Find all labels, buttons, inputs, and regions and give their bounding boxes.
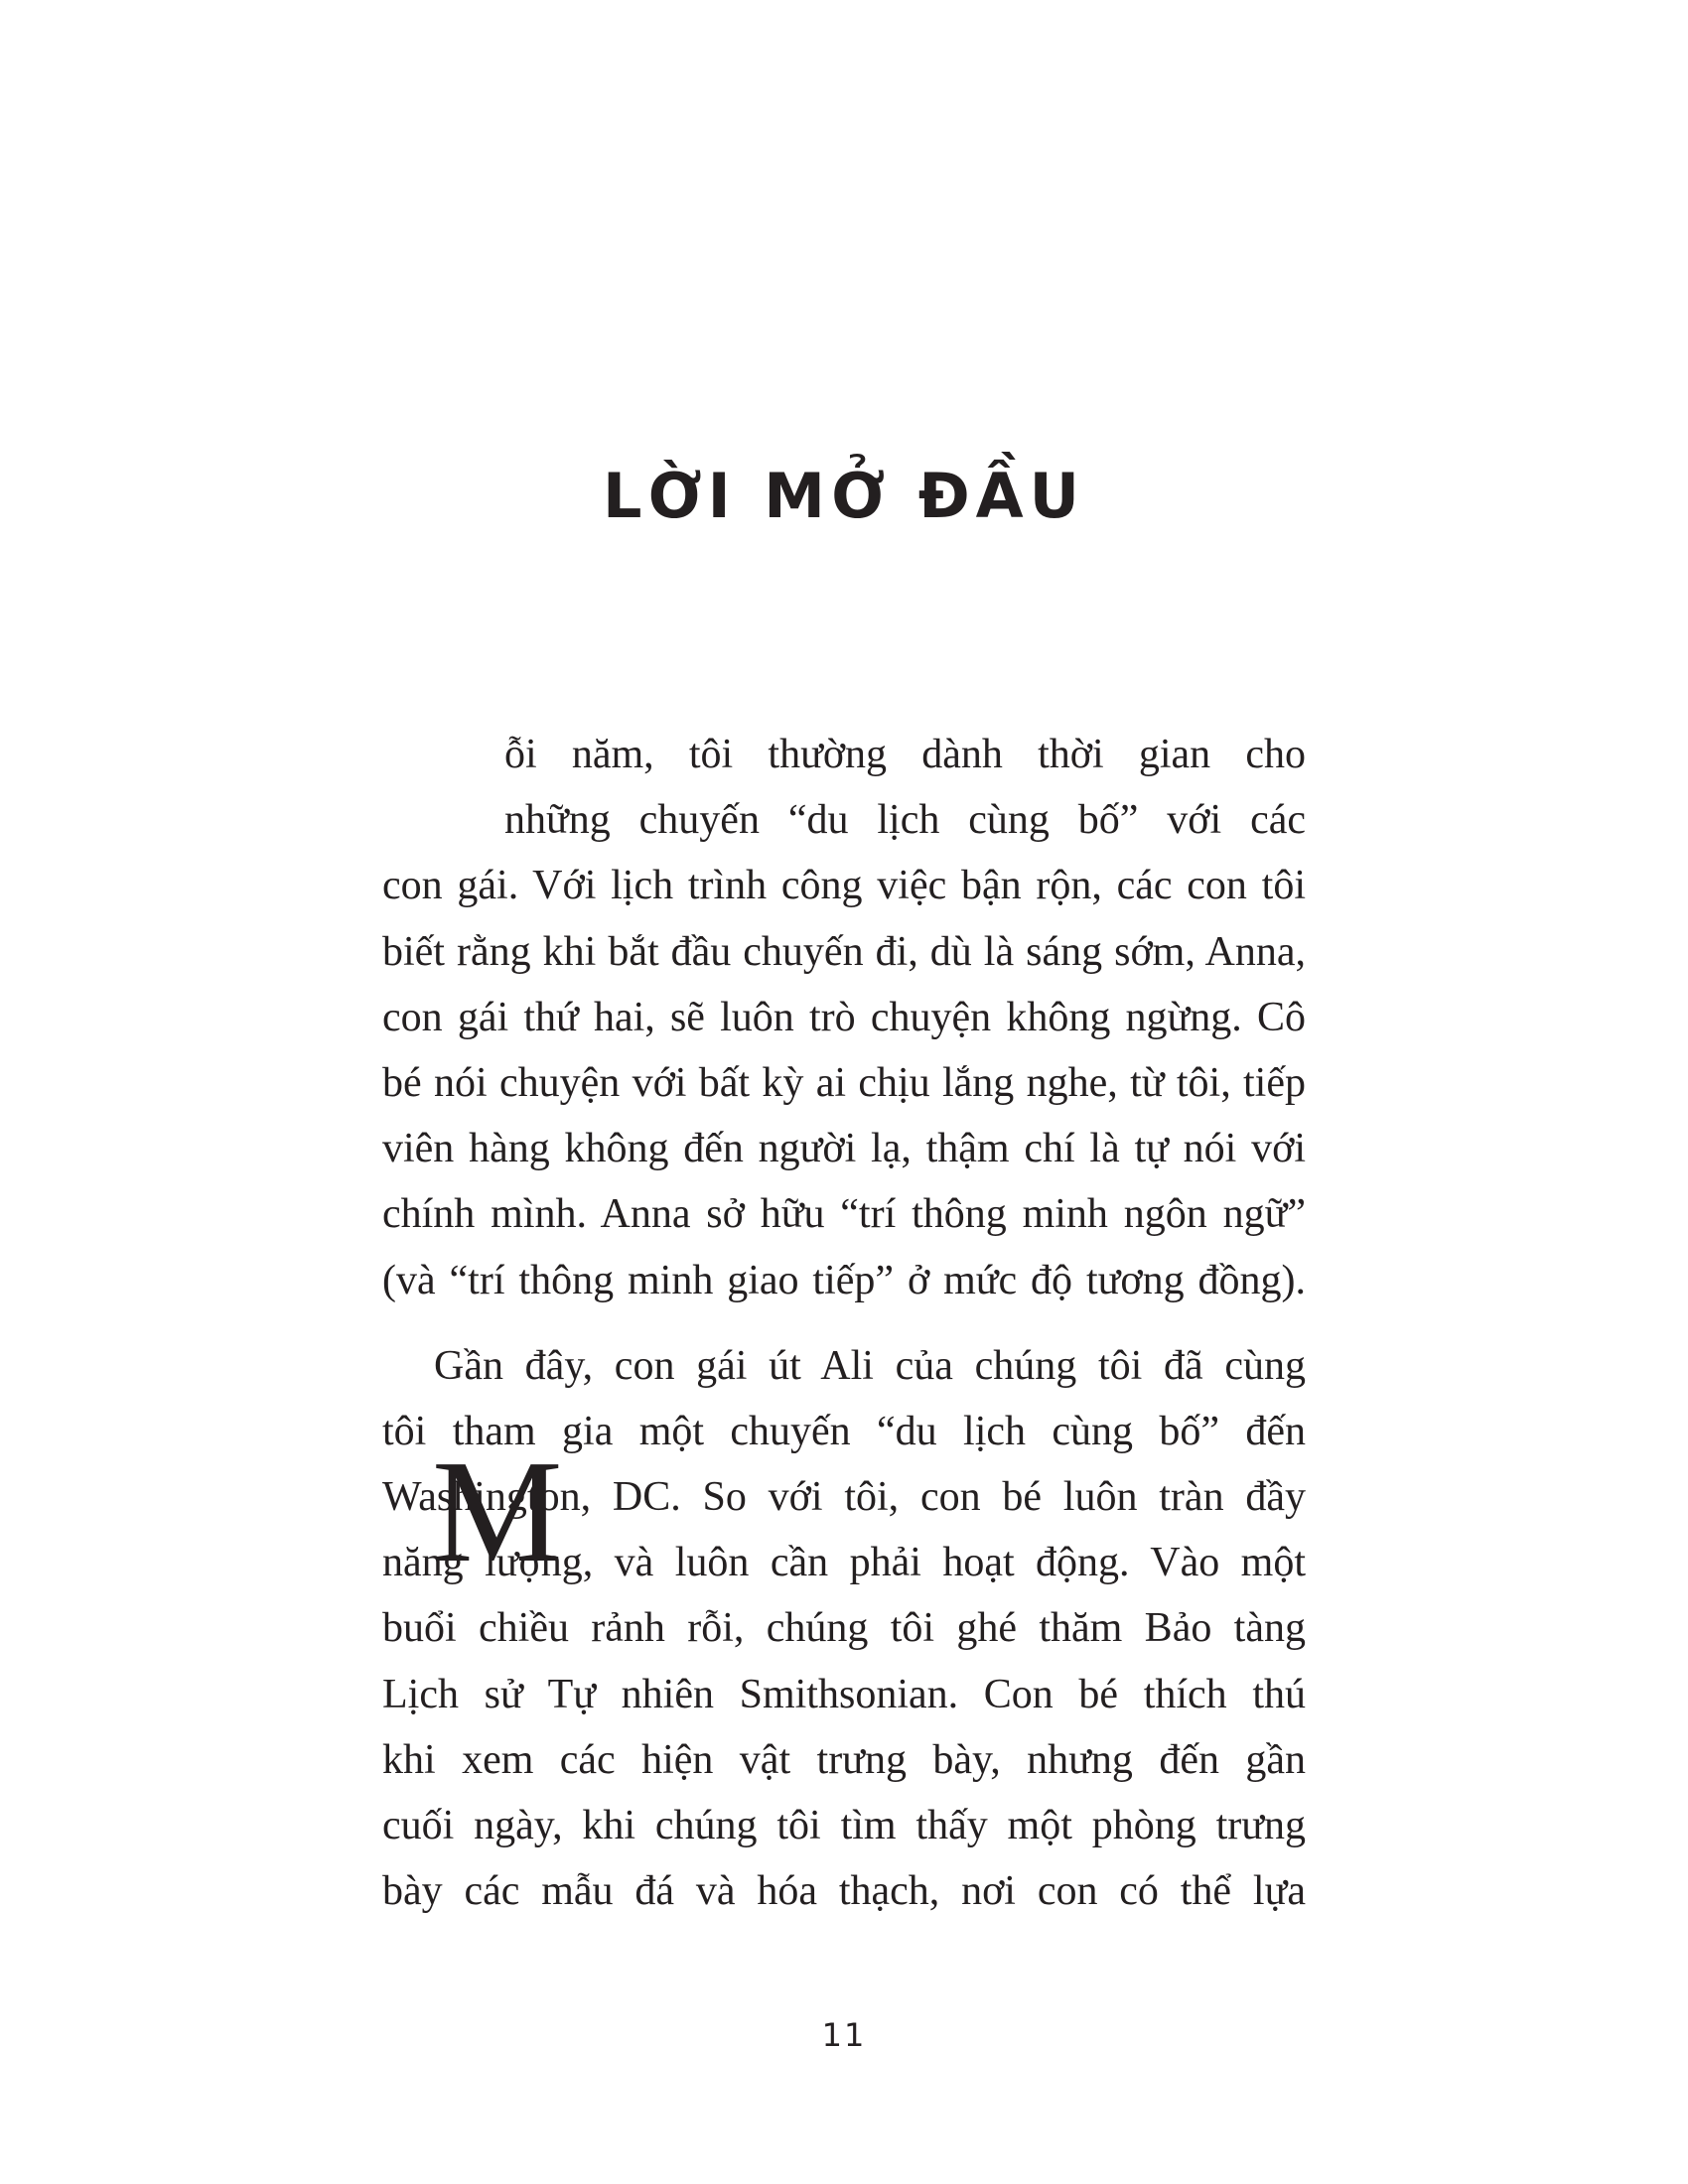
paragraph-line: biết rằng khi bắt đầu chuyến đi, dù là sáng sớm, Anna, (382, 928, 1306, 975)
paragraph-line: con gái thứ hai, sẽ luôn trò chuyện không ngừng. Cô (382, 994, 1306, 1040)
paragraph-2 (382, 1333, 1306, 1925)
paragraph-line: viên hàng không đến người lạ, thậm chí là tự nói với (382, 1126, 1306, 1172)
paragraph-spacer (382, 1313, 1306, 1333)
paragraph-line: cuối ngày, khi chúng tôi tìm thấy một phòng trưng (382, 1803, 1306, 1848)
drop-cap: M (432, 1431, 563, 1593)
paragraph-line: tôi tham gia một chuyến “du lịch cùng bố” đến (382, 1408, 1306, 1454)
paragraph-line: khi xem các hiện vật trưng bày, nhưng đến gần (382, 1736, 1306, 1783)
paragraph-line: Washington, DC. So với tôi, con bé luôn tràn đầy (382, 1474, 1306, 1521)
paragraph-line: Gần đây, con gái út Ali của chúng tôi đã cùng (434, 1342, 1306, 1389)
page-number: 11 (821, 2016, 867, 2054)
paragraph-line: Lịch sử Tự nhiên Smithsonian. Con bé thích thú (382, 1671, 1306, 1717)
chapter-title: LỜI MỞ ĐẦU (602, 460, 1086, 532)
paragraph-line: năng lượng, và luôn cần phải hoạt động. Vào một (382, 1540, 1306, 1586)
paragraph-line: bé nói chuyện với bất kỳ ai chịu lắng nghe, từ tôi, tiếp (382, 1059, 1306, 1106)
body-text (382, 722, 1306, 1924)
paragraph-line: bày các mẫu đá và hóa thạch, nơi con có thể lựa (382, 1868, 1306, 1915)
paragraph-line: (và “trí thông minh giao tiếp” ở mức độ tương đồng). (382, 1257, 1306, 1303)
paragraph-line: chính mình. Anna sở hữu “trí thông minh ngôn ngữ” (382, 1191, 1306, 1238)
paragraph-line: con gái. Với lịch trình công việc bận rộn, các con tôi (382, 863, 1306, 909)
paragraph-line: buổi chiều rảnh rỗi, chúng tôi ghé thăm Bảo tàng (382, 1605, 1306, 1652)
paragraph-line: những chuyến “du lịch cùng bố” với các (504, 797, 1306, 844)
paragraph-line: ỗi năm, tôi thường dành thời gian cho (504, 732, 1306, 777)
paragraph-1 (382, 722, 1306, 1313)
